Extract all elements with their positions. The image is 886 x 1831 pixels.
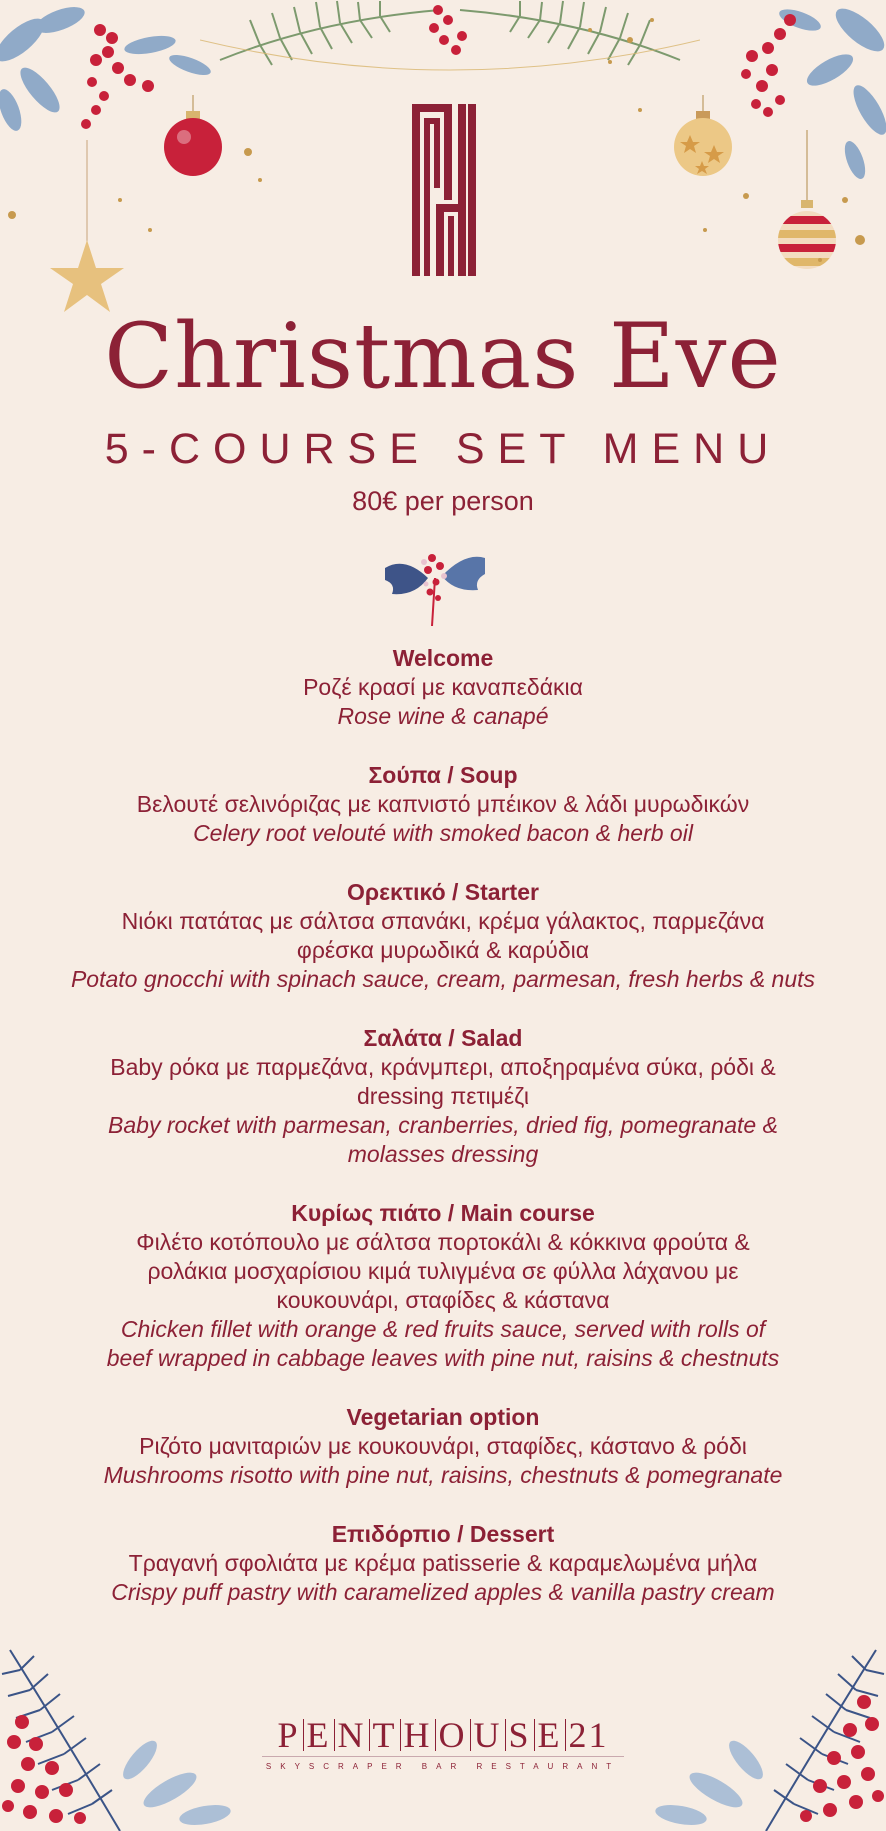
menu-title: Christmas Eve (104, 304, 782, 409)
course-title: Ορεκτικό / Starter (347, 879, 539, 905)
brand-separator (369, 1719, 370, 1751)
course-description-english: Mushrooms risotto with pine nut, raisins, chestnuts & pomegranate (103, 1462, 783, 1488)
brand-letter: E (306, 1715, 331, 1755)
course-description-english: Chicken fillet with orange & red fruits sauce, served with rolls of (120, 1316, 766, 1342)
brand-letter: N (337, 1715, 366, 1755)
course-description-greek: Ριζότο μανιταριών με κουκουνάρι, σταφίδες, κάστανο & ρόδι (139, 1433, 747, 1459)
course-section (30, 1403, 856, 1490)
brand-letter: 21 (568, 1715, 609, 1755)
footer-tagline: SKYSCRAPER BAR RESTAURANT (265, 1762, 621, 1771)
course-section (30, 878, 856, 994)
course-title: Vegetarian option (346, 1404, 540, 1430)
brand-letter: T (372, 1715, 397, 1755)
course-description-english: Crispy puff pastry with caramelized apples & vanilla pastry cream (111, 1579, 775, 1605)
course-description-greek: Φιλέτο κοτόπουλο με σάλτσα πορτοκάλι & κόκκινα φρούτα & (136, 1229, 750, 1255)
footer-divider (262, 1756, 624, 1757)
course-title: Welcome (392, 645, 494, 671)
course-description-greek: κουκουνάρι, σταφίδες & κάστανα (276, 1287, 610, 1313)
course-title: Κυρίως πιάτο / Main course (291, 1200, 595, 1226)
brand-separator (470, 1719, 471, 1751)
course-description-greek: Baby ρόκα με παρμεζάνα, κράνμπερι, αποξηραμένα σύκα, ρόδι & (110, 1054, 776, 1080)
course-section (30, 761, 856, 848)
course-description-greek: φρέσκα μυρωδικά & καρύδια (296, 937, 590, 963)
brand-separator (505, 1719, 506, 1751)
menu-price: 80€ per person (352, 486, 534, 516)
course-description-greek: Τραγανή σφολιάτα με κρέμα patisserie & καραμελωμένα μήλα (128, 1550, 758, 1576)
course-title: Σούπα / Soup (368, 762, 518, 788)
course-title: Σαλάτα / Salad (363, 1025, 523, 1051)
course-section (30, 644, 856, 731)
courses-list (30, 644, 856, 1637)
menu-subtitle: 5-COURSE SET MENU (104, 425, 782, 473)
brand-separator (435, 1719, 436, 1751)
brand-letter: U (473, 1715, 502, 1755)
brand-letter: S (508, 1715, 531, 1755)
course-description-greek: Νιόκι πατάτας με σάλτσα σπανάκι, κρέμα γάλακτος, παρμεζάνα (121, 908, 765, 934)
brand-letter: P (277, 1715, 300, 1755)
course-description-greek: dressing πετιμέζι (357, 1083, 529, 1109)
holly-icon (380, 548, 490, 630)
course-description-english: Baby rocket with parmesan, cranberries, dried fig, pomegranate & (108, 1112, 778, 1138)
course-title: Επιδόρπιο / Dessert (331, 1521, 555, 1547)
brand-separator (334, 1719, 335, 1751)
course-description-english: molasses dressing (347, 1141, 539, 1167)
brand-letter: H (403, 1715, 432, 1755)
brand-letter: O (438, 1715, 467, 1755)
course-description-greek: Βελουτέ σελινόριζας με καπνιστό μπέικον & λάδι μυρωδικών (136, 791, 750, 817)
course-description-greek: ρολάκια μοσχαρίσιου κιμά τυλιγμένα σε φύλλα λάχανου με (147, 1258, 739, 1284)
course-section (30, 1024, 856, 1169)
course-section (30, 1520, 856, 1607)
brand-letter: E (537, 1715, 562, 1755)
course-description-english: Potato gnocchi with spinach sauce, cream, parmesan, fresh herbs & nuts (70, 966, 816, 992)
course-description-english: Celery root velouté with smoked bacon & herb oil (193, 820, 693, 846)
course-description-greek: Ροζέ κρασί με καναπεδάκια (303, 674, 583, 700)
brand-separator (303, 1719, 304, 1751)
course-description-english: Rose wine & canapé (337, 703, 549, 729)
brand-separator (565, 1719, 566, 1751)
footer-brand-logo (0, 1714, 886, 1756)
course-section (30, 1199, 856, 1373)
logo-monogram (412, 104, 476, 276)
brand-separator (534, 1719, 535, 1751)
course-description-english: beef wrapped in cabbage leaves with pine nut, raisins & chestnuts (106, 1345, 780, 1371)
brand-separator (400, 1719, 401, 1751)
